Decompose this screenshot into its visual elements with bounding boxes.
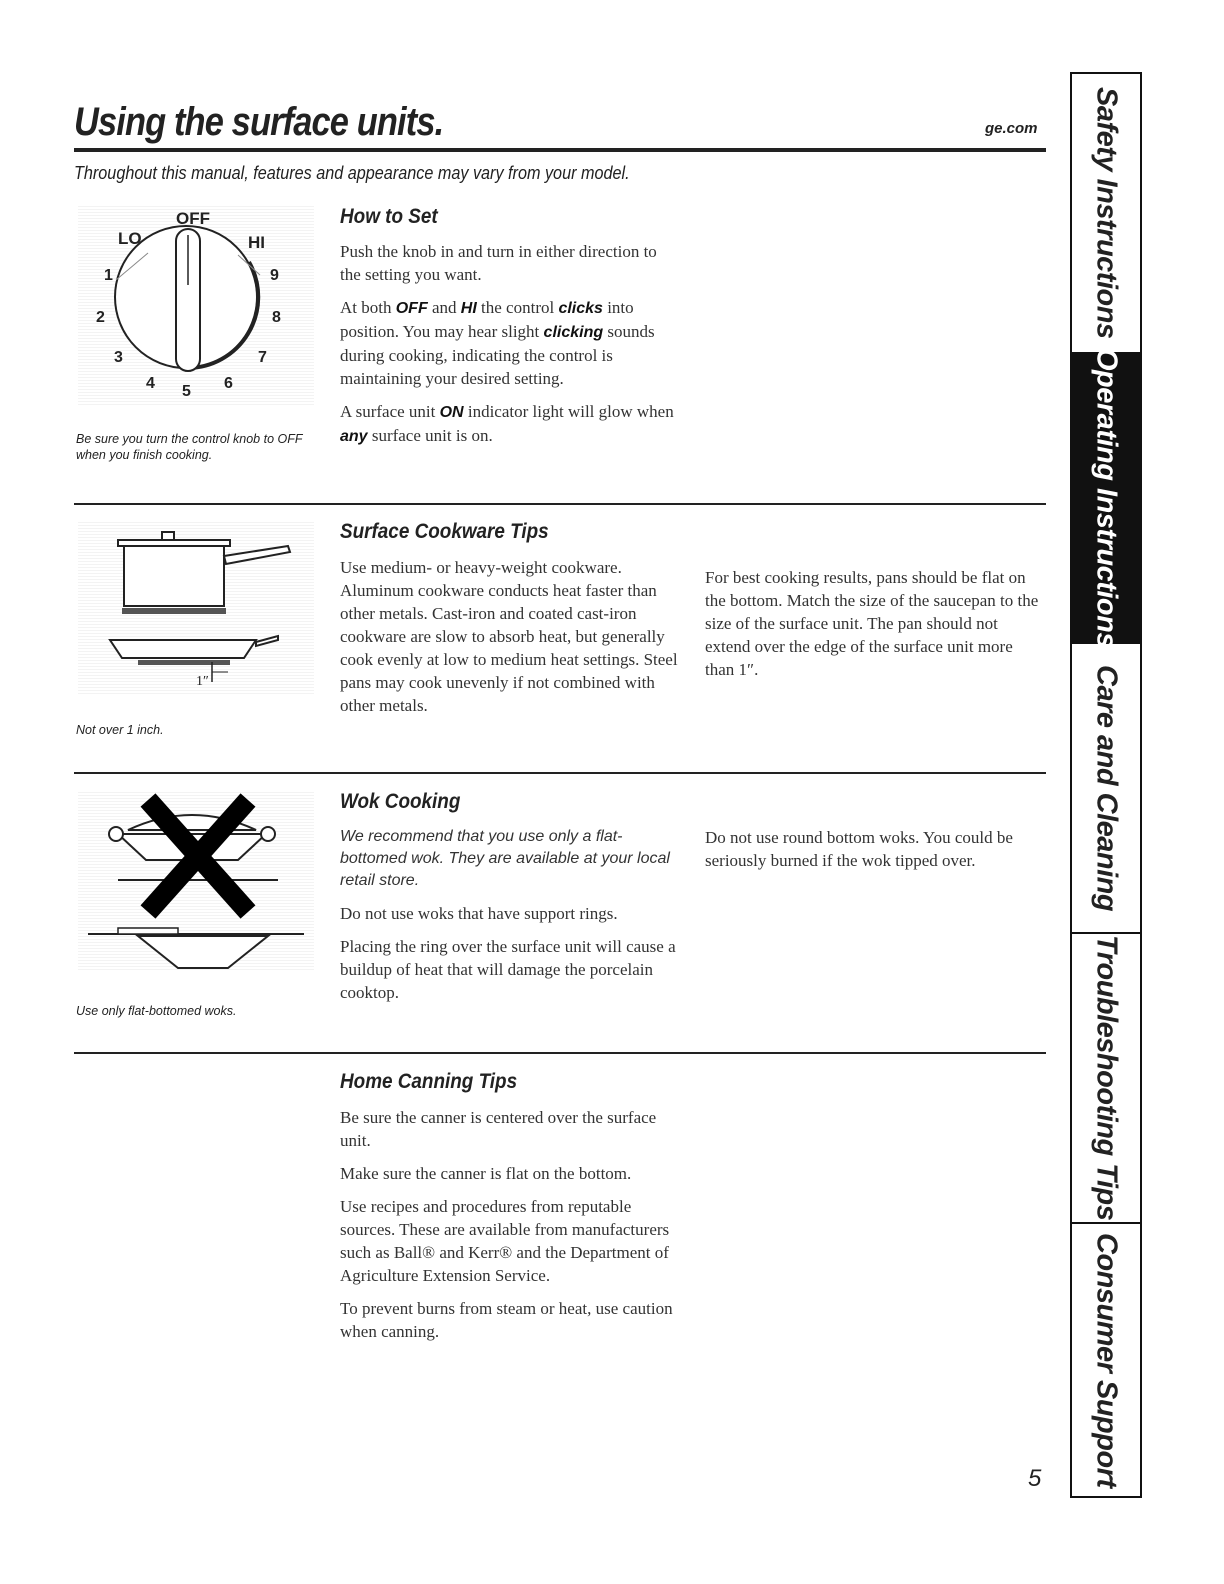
cookware-fig-label: 1″ — [196, 674, 209, 689]
section-divider-3 — [74, 1052, 1046, 1054]
how-to-set-para-1: Push the knob in and turn in either direction to the setting you want. — [340, 242, 657, 284]
knob-label-5: 5 — [182, 383, 191, 400]
tab-care-and-cleaning[interactable]: Care and Cleaning — [1072, 644, 1140, 934]
canning-para-1: Be sure the canner is centered over the surface unit. — [340, 1108, 657, 1150]
knob-label-4: 4 — [146, 375, 155, 392]
knob-label-2: 2 — [96, 309, 105, 326]
canning-body — [340, 1106, 680, 1343]
wok-para-1: Do not use woks that have support rings. — [340, 904, 618, 923]
tab-consumer-support[interactable]: Consumer Support — [1090, 1232, 1123, 1488]
header-rule — [74, 148, 1046, 152]
how-to-set-para-3: A surface unit ON indicator light will glow when any surface unit is on. — [340, 402, 674, 445]
canning-heading: Home Canning Tips — [340, 1070, 518, 1093]
canning-para-4: To prevent burns from steam or heat, use caution when canning. — [340, 1299, 673, 1341]
cookware-col-1: Use medium- or heavy-weight cookware. Aluminum cookware conducts heat faster than other metals. Cast-iron and coated cast-iron cookware are slow to absorb heat, but generally cook evenly at low to medium heat settings. Steel pans may cook unevenly if not combined with other metals. — [340, 558, 678, 715]
knob-label-lo: LO — [118, 229, 142, 248]
knob-label-7: 7 — [258, 349, 267, 366]
section-tabs — [1070, 72, 1142, 1498]
wok-para-2: Placing the ring over the surface unit will cause a buildup of heat that will damage the porcelain cooktop. — [340, 937, 676, 1002]
page-subtitle: Throughout this manual, features and appearance may vary from your model. — [74, 163, 630, 183]
knob-label-3: 3 — [114, 349, 123, 366]
tab-operating-instructions[interactable]: Operating Instructions — [1072, 354, 1140, 644]
wok-body — [340, 826, 685, 1004]
knob-label-1: 1 — [104, 267, 113, 284]
canning-para-2: Make sure the canner is flat on the bottom. — [340, 1164, 632, 1183]
cookware-col-2: For best cooking results, pans should be flat on the bottom. Match the size of the saucepan to the size of the surface unit. The pan should not extend over the edge of the surface unit more than 1″. — [705, 568, 1039, 679]
wok-figure — [78, 790, 314, 970]
knob-label-6: 6 — [224, 375, 233, 392]
section-divider-2 — [74, 772, 1046, 774]
site-link[interactable]: ge.com — [985, 120, 1038, 137]
page-number: 5 — [1028, 1465, 1042, 1492]
knob-caption: Be sure you turn the control knob to OFF when you finish cooking. — [76, 432, 303, 462]
how-to-set-heading: How to Set — [340, 205, 438, 228]
wok-caption: Use only flat-bottomed woks. — [76, 1004, 237, 1018]
cookware-heading: Surface Cookware Tips — [340, 520, 549, 543]
cookware-caption: Not over 1 inch. — [76, 723, 164, 737]
knob-label-8: 8 — [272, 309, 281, 326]
cookware-figure — [78, 522, 314, 694]
wok-col-2: Do not use round bottom woks. You could be seriously burned if the wok tipped over. — [705, 828, 1013, 870]
knob-label-9: 9 — [270, 267, 279, 284]
tab-safety-instructions[interactable]: Safety Instructions — [1072, 74, 1140, 354]
knob-label-off: OFF — [176, 209, 210, 228]
wok-heading: Wok Cooking — [340, 790, 461, 813]
how-to-set-body — [340, 240, 680, 448]
page-title: Using the surface units. — [74, 100, 444, 144]
section-divider-1 — [74, 503, 1046, 505]
tab-troubleshooting-tips[interactable]: Troubleshooting Tips — [1072, 934, 1140, 1224]
wok-intro: We recommend that you use only a flat-bottomed wok. They are available at your local retail store. — [340, 828, 670, 889]
knob-label-hi: HI — [248, 233, 265, 252]
knob-figure — [78, 205, 314, 405]
canning-para-3: Use recipes and procedures from reputable sources. These are available from manufacturers such as Ball® and Kerr® and the Department of Agriculture Extension Service. — [340, 1197, 670, 1285]
how-to-set-para-2: At both OFF and HI the control clicks into position. You may hear slight clicking sounds during cooking, indicating the control is maintaining your desired setting. — [340, 298, 655, 388]
